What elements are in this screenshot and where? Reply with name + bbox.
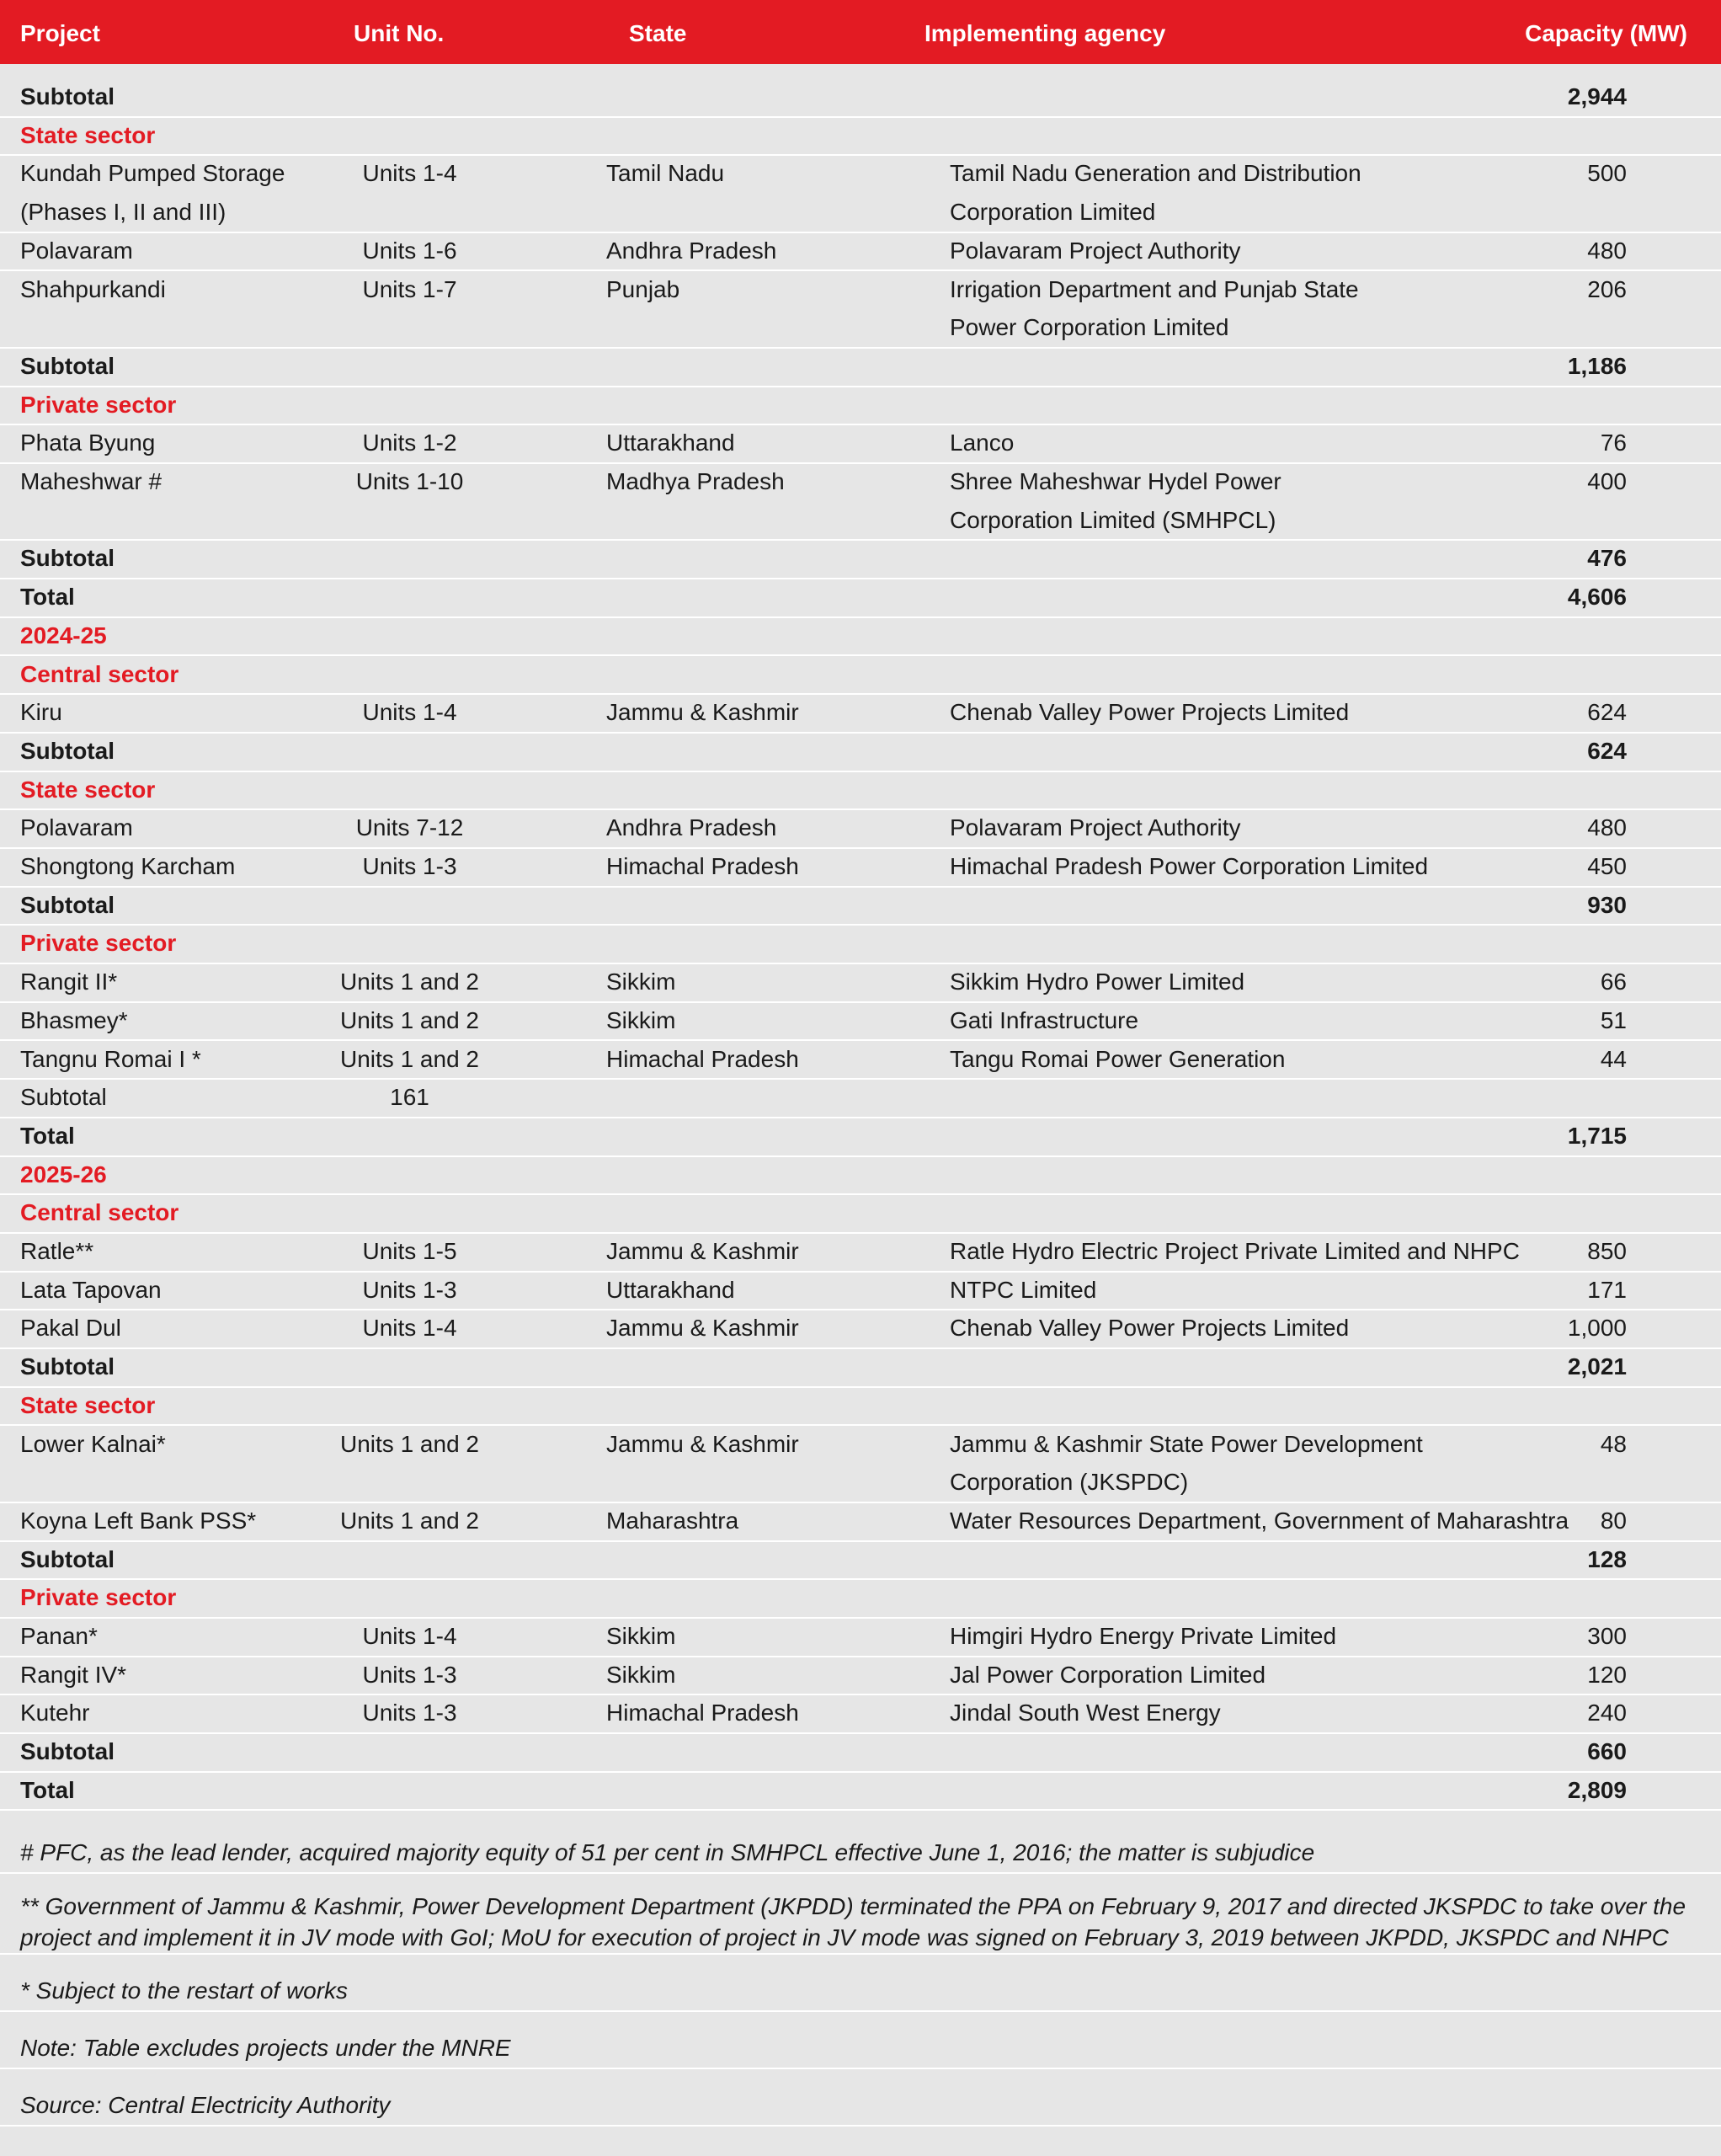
table-row xyxy=(0,1694,1721,1734)
unit-cell: Units 1 and 2 xyxy=(340,1430,479,1457)
section-heading-row xyxy=(0,1578,1721,1619)
agency-cell: NTPC Limited xyxy=(950,1276,1097,1303)
capacity-cell: 44 xyxy=(1600,1045,1627,1072)
header-unit-no: Unit No. xyxy=(354,20,445,46)
capacity-cell: 51 xyxy=(1600,1006,1627,1033)
project-cell: Shahpurkandi xyxy=(20,275,166,302)
state-cell: Uttarakhand xyxy=(606,430,735,456)
project-cell: Private sector xyxy=(20,930,177,957)
project-cell: Bhasmey* xyxy=(20,1006,128,1033)
capacity-cell: 1,715 xyxy=(1567,1122,1627,1149)
table-row xyxy=(0,424,1721,464)
state-cell: Sikkim xyxy=(606,1661,676,1688)
unit-cell: Units 1-5 xyxy=(362,1238,457,1264)
project-cell: Subtotal xyxy=(20,352,115,379)
unit-cell: Units 1 and 2 xyxy=(340,969,479,995)
project-cell: Polavaram xyxy=(20,237,133,264)
state-cell: Uttarakhand xyxy=(606,1276,735,1303)
capacity-cell: 128 xyxy=(1587,1545,1627,1572)
agency-cell: Polavaram Project Authority xyxy=(950,814,1241,841)
capacity-cell: 476 xyxy=(1587,545,1627,572)
agency-cell: Water Resources Department, Government of Maharashtra xyxy=(950,1507,1569,1534)
project-cell: 2025-26 xyxy=(20,1161,107,1187)
table-row xyxy=(0,963,1721,1003)
project-cell: Rangit IV* xyxy=(20,1661,127,1688)
subtotal-row xyxy=(0,1540,1721,1581)
table-header xyxy=(0,0,1721,64)
footnote-text-line2: project and implement it in JV mode with GoI; MoU for execution of project in JV mode was signed on February 3, 2019 between JKPDD, JKSPDC and NHPC xyxy=(20,1924,1669,1951)
state-cell: Himachal Pradesh xyxy=(606,1700,799,1726)
table-row xyxy=(0,847,1721,888)
table-row xyxy=(0,693,1721,734)
table-row xyxy=(0,462,1721,541)
unit-cell: Units 1-4 xyxy=(362,699,457,726)
state-cell: Sikkim xyxy=(606,1623,676,1649)
capacity-cell: 206 xyxy=(1587,275,1627,302)
subtotal-row xyxy=(0,886,1721,926)
table-row xyxy=(0,1425,1721,1503)
project-cell: Subtotal xyxy=(20,545,115,572)
state-cell: Punjab xyxy=(606,275,680,302)
unit-cell: Units 1-4 xyxy=(362,160,457,187)
capacity-cell: 480 xyxy=(1587,814,1627,841)
project-cell: Shongtong Karcham xyxy=(20,853,236,879)
table-row xyxy=(0,1232,1721,1273)
agency-cell: Ratle Hydro Electric Project Private Limited and NHPC xyxy=(950,1238,1520,1264)
project-cell: Maheshwar # xyxy=(20,468,163,494)
section-heading-row xyxy=(0,1386,1721,1427)
table-row xyxy=(0,232,1721,272)
project-cell: Central sector xyxy=(20,660,179,687)
capacity-cell: 4,606 xyxy=(1567,584,1627,611)
capacity-cell: 930 xyxy=(1587,891,1627,918)
agency-cell: Tangu Romai Power Generation xyxy=(950,1045,1286,1072)
project-cell: Polavaram xyxy=(20,814,133,841)
project-cell: 2024-25 xyxy=(20,622,107,648)
table-row xyxy=(0,1040,1721,1081)
project-cell: Subtotal xyxy=(20,83,115,109)
project-cell: State sector xyxy=(20,776,156,803)
unit-cell: Units 1-3 xyxy=(362,853,457,879)
project-cell: Kiru xyxy=(20,699,62,726)
project-cell: Subtotal xyxy=(20,1738,115,1765)
subtotal-row xyxy=(0,539,1721,579)
unit-cell: Units 1-10 xyxy=(355,468,464,494)
project-cell: Koyna Left Bank PSS* xyxy=(20,1507,257,1534)
section-heading-row xyxy=(0,1193,1721,1234)
agency-cell: Chenab Valley Power Projects Limited xyxy=(950,699,1350,726)
capacity-cell: 2,809 xyxy=(1567,1776,1627,1803)
subtotal-row xyxy=(0,1732,1721,1773)
capacity-cell: 624 xyxy=(1587,699,1627,726)
section-heading-row xyxy=(0,116,1721,157)
project-cell: Subtotal xyxy=(20,737,115,764)
subtotal-row xyxy=(0,732,1721,772)
agency-cell: Shree Maheshwar Hydel Power xyxy=(950,468,1281,494)
agency-cell-line2: Corporation Limited xyxy=(950,199,1156,226)
project-cell: Private sector xyxy=(20,391,177,418)
table-row xyxy=(0,1656,1721,1696)
state-cell: Himachal Pradesh xyxy=(606,1045,799,1072)
table-row xyxy=(0,808,1721,849)
project-cell: Private sector xyxy=(20,1584,177,1611)
unit-cell: Units 1 and 2 xyxy=(340,1006,479,1033)
capacity-cell: 850 xyxy=(1587,1238,1627,1264)
agency-cell: Jindal South West Energy xyxy=(950,1700,1221,1726)
state-cell: Maharashtra xyxy=(606,1507,739,1534)
project-cell-line2: (Phases I, II and III) xyxy=(20,199,226,226)
project-cell: State sector xyxy=(20,1391,156,1418)
unit-cell: Units 1 and 2 xyxy=(340,1045,479,1072)
section-heading-row xyxy=(0,771,1721,811)
unit-cell: 161 xyxy=(390,1084,429,1111)
project-cell: Central sector xyxy=(20,1199,179,1226)
subtotal-row xyxy=(0,1117,1721,1157)
capacity-cell: 660 xyxy=(1587,1738,1627,1765)
agency-cell-line2: Power Corporation Limited xyxy=(950,314,1229,341)
table-row xyxy=(0,270,1721,349)
project-cell: Subtotal xyxy=(20,1084,107,1111)
state-cell: Sikkim xyxy=(606,969,676,995)
footnote xyxy=(0,1833,1721,1874)
project-cell: Lower Kalnai* xyxy=(20,1430,166,1457)
unit-cell: Units 7-12 xyxy=(355,814,464,841)
section-heading-row xyxy=(0,655,1721,696)
agency-cell: Jal Power Corporation Limited xyxy=(950,1661,1266,1688)
state-cell: Jammu & Kashmir xyxy=(606,699,799,726)
unit-cell: Units 1-3 xyxy=(362,1276,457,1303)
subtotal-row xyxy=(0,1771,1721,1812)
unit-cell: Units 1-3 xyxy=(362,1700,457,1726)
agency-cell: Sikkim Hydro Power Limited xyxy=(950,969,1245,995)
agency-cell: Lanco xyxy=(950,430,1015,456)
footnote-text: Note: Table excludes projects under the MNRE xyxy=(20,2035,511,2061)
capacity-cell: 76 xyxy=(1600,430,1627,456)
footnote-text: Source: Central Electricity Authority xyxy=(20,2092,391,2118)
table-row xyxy=(0,1001,1721,1042)
header-project: Project xyxy=(20,20,100,46)
footnote xyxy=(0,2029,1721,2069)
unit-cell: Units 1 and 2 xyxy=(340,1507,479,1534)
state-cell: Andhra Pradesh xyxy=(606,237,777,264)
project-cell: Phata Byung xyxy=(20,430,156,456)
state-cell: Tamil Nadu xyxy=(606,160,725,187)
project-cell: Total xyxy=(20,584,75,611)
project-cell: Panan* xyxy=(20,1623,98,1649)
unit-cell: Units 1-7 xyxy=(362,275,457,302)
capacity-cell: 1,000 xyxy=(1567,1315,1627,1342)
table-row xyxy=(0,1502,1721,1542)
capacity-cell: 300 xyxy=(1587,1623,1627,1649)
capacity-cell: 2,944 xyxy=(1567,83,1627,109)
project-cell: Total xyxy=(20,1776,75,1803)
table-row xyxy=(0,1271,1721,1311)
header-implementing-agency: Implementing agency xyxy=(924,20,1166,46)
capacity-cell: 450 xyxy=(1587,853,1627,879)
project-cell: Subtotal xyxy=(20,891,115,918)
agency-cell: Gati Infrastructure xyxy=(950,1006,1139,1033)
state-cell: Jammu & Kashmir xyxy=(606,1430,799,1457)
footnote xyxy=(0,2086,1721,2127)
agency-cell-line2: Corporation (JKSPDC) xyxy=(950,1469,1189,1496)
project-cell: State sector xyxy=(20,121,156,148)
footnote-text: * Subject to the restart of works xyxy=(20,1977,349,2004)
project-cell: Subtotal xyxy=(20,1353,115,1380)
agency-cell: Himachal Pradesh Power Corporation Limited xyxy=(950,853,1429,879)
agency-cell: Jammu & Kashmir State Power Development xyxy=(950,1430,1423,1457)
agency-cell: Himgiri Hydro Energy Private Limited xyxy=(950,1623,1337,1649)
subtotal-row xyxy=(0,347,1721,387)
footnote xyxy=(0,1891,1721,1955)
project-cell: Kutehr xyxy=(20,1700,90,1726)
subtotal-row xyxy=(0,1348,1721,1388)
capacity-cell: 240 xyxy=(1587,1700,1627,1726)
state-cell: Jammu & Kashmir xyxy=(606,1238,799,1264)
agency-cell: Irrigation Department and Punjab State xyxy=(950,275,1359,302)
capacity-cell: 48 xyxy=(1600,1430,1627,1457)
agency-cell: Chenab Valley Power Projects Limited xyxy=(950,1315,1350,1342)
capacity-cell: 500 xyxy=(1587,160,1627,187)
footnote xyxy=(0,1972,1721,2012)
capacity-cell: 171 xyxy=(1587,1276,1627,1303)
project-cell: Lata Tapovan xyxy=(20,1276,162,1303)
unit-cell: Units 1-3 xyxy=(362,1661,457,1688)
footnote-text: # PFC, as the lead lender, acquired majority equity of 51 per cent in SMHPCL effective June 1, 2016; the matter is subjudice xyxy=(20,1839,1315,1865)
unit-cell: Units 1-2 xyxy=(362,430,457,456)
capacity-cell: 624 xyxy=(1587,737,1627,764)
state-cell: Andhra Pradesh xyxy=(606,814,777,841)
unit-cell: Units 1-4 xyxy=(362,1315,457,1342)
project-cell: Pakal Dul xyxy=(20,1315,121,1342)
header-capacity: Capacity (MW) xyxy=(1525,20,1687,46)
capacity-cell: 400 xyxy=(1587,468,1627,494)
unit-cell: Units 1-4 xyxy=(362,1623,457,1649)
state-cell: Sikkim xyxy=(606,1006,676,1033)
subtotal-row xyxy=(0,77,1721,118)
state-cell: Himachal Pradesh xyxy=(606,853,799,879)
project-cell: Rangit II* xyxy=(20,969,118,995)
table-row xyxy=(0,154,1721,232)
capacity-cell: 480 xyxy=(1587,237,1627,264)
project-cell: Tangnu Romai I * xyxy=(20,1045,201,1072)
table-row xyxy=(0,1078,1721,1118)
agency-cell-line2: Corporation Limited (SMHPCL) xyxy=(950,506,1276,533)
table-row xyxy=(0,1309,1721,1349)
section-heading-row xyxy=(0,1155,1721,1196)
section-heading-row xyxy=(0,386,1721,426)
project-cell: Ratle** xyxy=(20,1238,94,1264)
agency-cell: Polavaram Project Authority xyxy=(950,237,1241,264)
state-cell: Jammu & Kashmir xyxy=(606,1315,799,1342)
project-cell: Total xyxy=(20,1122,75,1149)
footnote-text: ** Government of Jammu & Kashmir, Power Development Department (JKPDD) terminated the PPA on February 9, 2017 and directed JKSPDC to take over the xyxy=(20,1893,1686,1919)
state-cell: Madhya Pradesh xyxy=(606,468,785,494)
project-cell: Subtotal xyxy=(20,1545,115,1572)
section-heading-row xyxy=(0,616,1721,657)
table-row xyxy=(0,1617,1721,1657)
project-cell: Kundah Pumped Storage xyxy=(20,160,285,187)
capacity-cell: 1,186 xyxy=(1567,352,1627,379)
header-state: State xyxy=(629,20,687,46)
capacity-cell: 66 xyxy=(1600,969,1627,995)
capacity-cell: 2,021 xyxy=(1567,1353,1627,1380)
agency-cell: Tamil Nadu Generation and Distribution xyxy=(950,160,1361,187)
capacity-cell: 120 xyxy=(1587,1661,1627,1688)
section-heading-row xyxy=(0,924,1721,964)
capacity-cell: 80 xyxy=(1600,1507,1627,1534)
subtotal-row xyxy=(0,578,1721,618)
unit-cell: Units 1-6 xyxy=(362,237,457,264)
